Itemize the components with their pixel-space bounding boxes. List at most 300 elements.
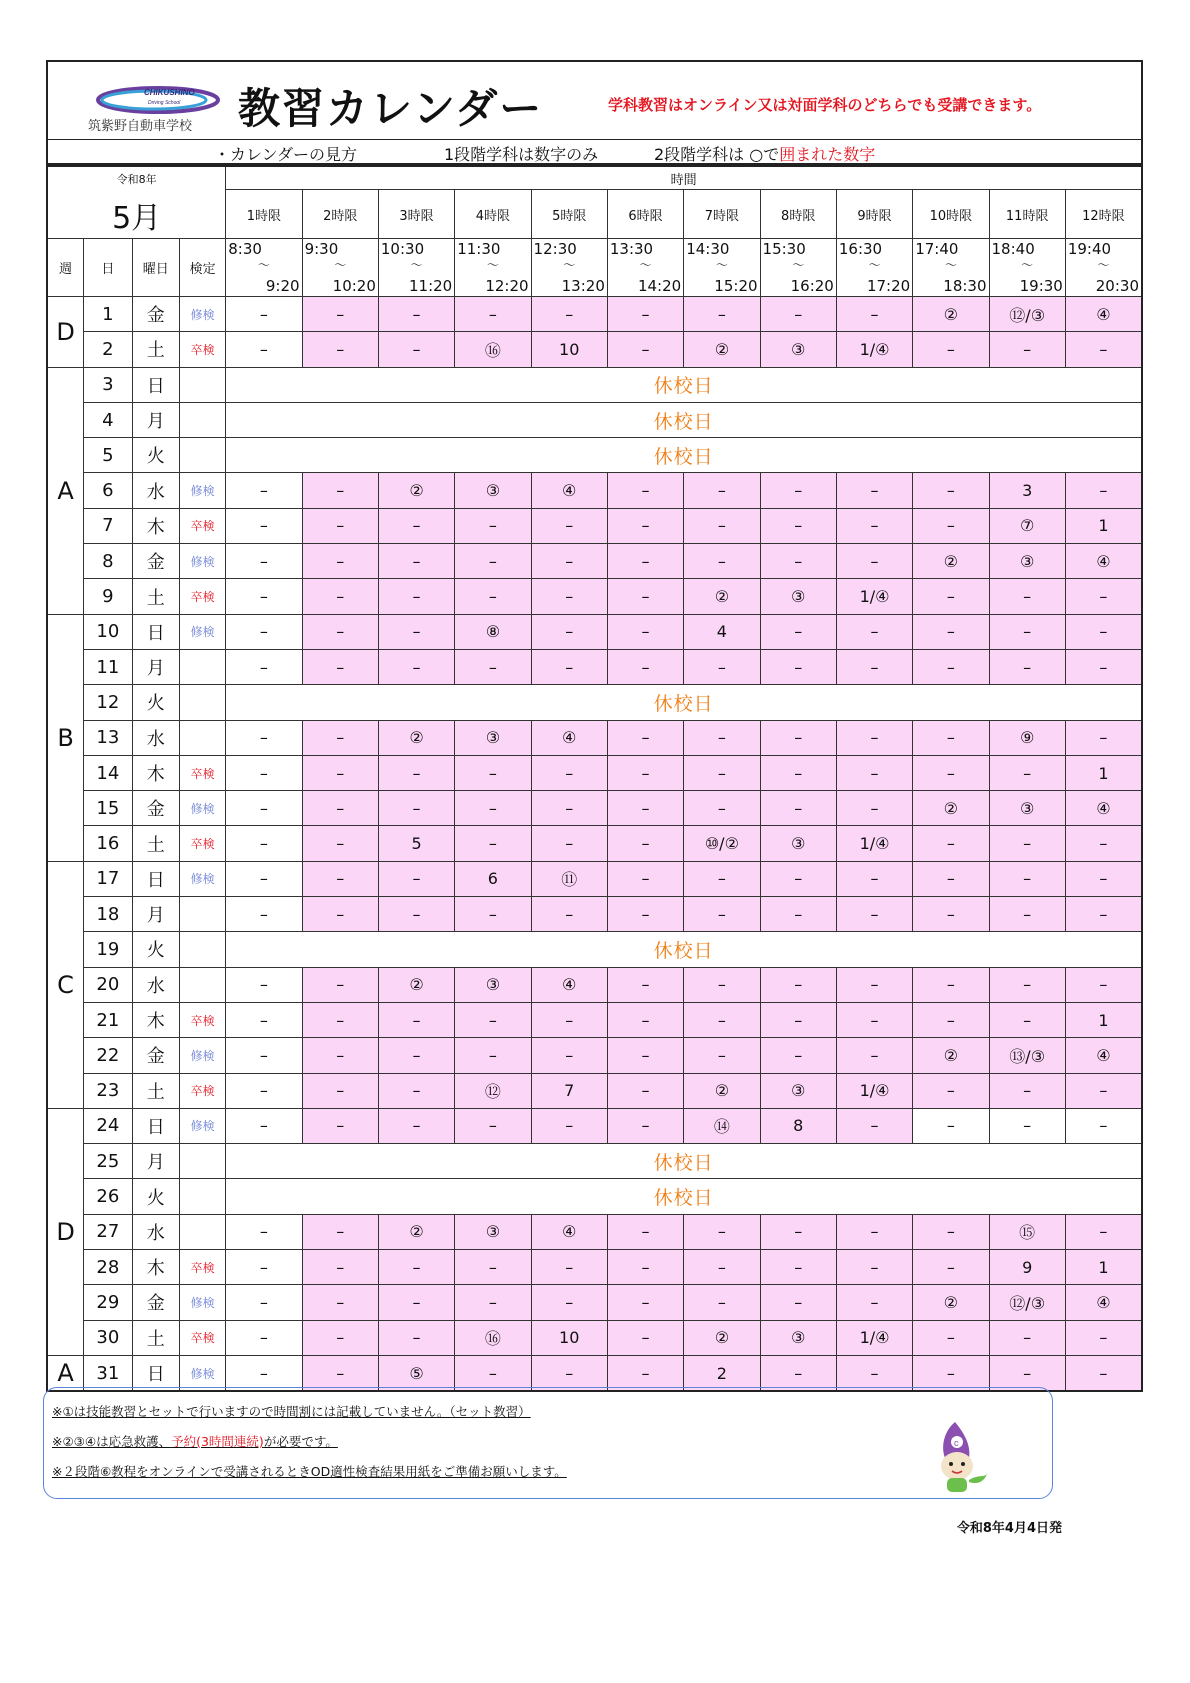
day-number: 16 (84, 826, 132, 861)
period-cell: – (760, 755, 836, 790)
day-of-week: 土 (132, 1073, 179, 1108)
kentei-cell: 修検 (179, 473, 225, 508)
period-cell: – (760, 508, 836, 543)
day-of-week: 土 (132, 579, 179, 614)
period-start: 10:30 (380, 240, 425, 258)
online-notice: 学科教習はオンライン又は対面学科のどちらでも受講できます。 (608, 96, 1042, 114)
period-cell: – (531, 297, 607, 332)
period-cell: – (302, 1355, 378, 1391)
period-cell: ⑮ (989, 1214, 1065, 1249)
period-cell: – (455, 1285, 531, 1320)
col-day: 日 (84, 239, 132, 297)
period-cell: – (913, 861, 989, 896)
period-cell: – (455, 897, 531, 932)
period-cell: – (607, 1073, 683, 1108)
period-cell: – (607, 473, 683, 508)
period-cell: – (913, 473, 989, 508)
school-name: 筑紫野自動車学校 (88, 119, 193, 134)
period-start: 15:30 (762, 240, 806, 258)
period-cell: – (836, 614, 912, 649)
period-cell: – (378, 508, 454, 543)
period-cell: – (1065, 1073, 1142, 1108)
period-cell: – (226, 897, 302, 932)
table-row (47, 1285, 1142, 1320)
day-of-week: 土 (132, 826, 179, 861)
tilde: 〜 (563, 258, 576, 272)
table-row (47, 791, 1142, 826)
kentei-cell (179, 367, 225, 402)
table-row (47, 1038, 1142, 1073)
period-end: 15:20 (714, 277, 758, 295)
period-cell: 10 (531, 1320, 607, 1355)
period-cell: – (913, 755, 989, 790)
holiday-cell: 休校日 (226, 1179, 1142, 1214)
period-cell: ② (378, 473, 454, 508)
period-cell: – (607, 967, 683, 1002)
period-cell: – (378, 1285, 454, 1320)
period-cell: – (302, 861, 378, 896)
col-kentei: 検定 (179, 239, 225, 297)
period-cell: 4 (684, 614, 760, 649)
period-cell: ③ (455, 720, 531, 755)
period-cell: 1/④ (836, 579, 912, 614)
period-cell: – (913, 1250, 989, 1285)
period-end: 18:30 (943, 277, 987, 295)
period-cell: – (455, 579, 531, 614)
period-cell: – (760, 1002, 836, 1037)
footnote-3: ※２段階⑥教程をオンラインで受講されるときOD適性検査結果用紙をご準備お願いします。 (52, 1464, 567, 1479)
day-of-week: 火 (132, 932, 179, 967)
kentei-cell: 修検 (179, 544, 225, 579)
period-cell: – (226, 544, 302, 579)
period-cell: ⑫/③ (989, 1285, 1065, 1320)
period-time (684, 239, 760, 297)
week-label: A (47, 1355, 84, 1391)
day-of-week: 金 (132, 1038, 179, 1073)
period-cell: ④ (1065, 1038, 1142, 1073)
period-cell: – (836, 897, 912, 932)
period-cell: – (836, 1038, 912, 1073)
period-cell: – (455, 1002, 531, 1037)
day-of-week: 月 (132, 649, 179, 684)
period-cell: – (989, 1108, 1065, 1143)
tilde: 〜 (410, 258, 423, 272)
kentei-cell: 修検 (179, 1038, 225, 1073)
period-cell: – (226, 1108, 302, 1143)
period-cell: – (607, 755, 683, 790)
jikan-header: 時間 (226, 166, 1142, 190)
kentei-cell: 卒検 (179, 1250, 225, 1285)
period-cell: – (989, 614, 1065, 649)
kentei-cell: 卒検 (179, 1320, 225, 1355)
period-cell: – (226, 297, 302, 332)
period-cell: ③ (760, 579, 836, 614)
period-cell: – (378, 1002, 454, 1037)
month-cell (47, 166, 226, 239)
day-number: 3 (84, 367, 132, 402)
holiday-cell: 休校日 (226, 685, 1142, 720)
holiday-cell: 休校日 (226, 402, 1142, 437)
period-time (531, 239, 607, 297)
kentei-cell: 卒検 (179, 826, 225, 861)
period-cell: ④ (1065, 1285, 1142, 1320)
period-time (226, 239, 302, 297)
period-cell: – (531, 544, 607, 579)
period-cell: ③ (455, 1214, 531, 1249)
period-cell: ② (913, 791, 989, 826)
kentei-cell: 修検 (179, 1285, 225, 1320)
period-time (607, 239, 683, 297)
period-start: 17:40 (915, 240, 959, 258)
footer-notes (43, 1387, 1053, 1499)
period-cell: – (760, 297, 836, 332)
period-cell: – (760, 720, 836, 755)
month-label: 5月 (112, 201, 162, 236)
day-number: 22 (84, 1038, 132, 1073)
period-cell: 10 (531, 332, 607, 367)
svg-text:CHIKUSHINO: CHIKUSHINO (144, 88, 195, 97)
legend-how-to: ・カレンダーの見方 (214, 145, 357, 164)
period-cell: – (302, 508, 378, 543)
kentei-cell: 修検 (179, 614, 225, 649)
period-cell: ③ (455, 473, 531, 508)
period-cell: – (378, 1073, 454, 1108)
period-cell: – (989, 649, 1065, 684)
period-cell: – (455, 544, 531, 579)
period-header: 5時限 (531, 190, 607, 239)
period-cell: ④ (531, 720, 607, 755)
period-cell: 2 (684, 1355, 760, 1391)
day-of-week: 木 (132, 1250, 179, 1285)
day-of-week: 火 (132, 685, 179, 720)
kentei-cell (179, 1214, 225, 1249)
holiday-cell: 休校日 (226, 1144, 1142, 1179)
period-cell: – (302, 720, 378, 755)
period-cell: – (226, 1320, 302, 1355)
period-cell: – (378, 791, 454, 826)
kentei-cell: 修検 (179, 1108, 225, 1143)
col-week: 週 (47, 239, 84, 297)
period-cell: ③ (760, 332, 836, 367)
table-row (47, 402, 1142, 437)
period-start: 8:30 (228, 240, 262, 258)
tilde: 〜 (257, 258, 270, 272)
kentei-cell (179, 402, 225, 437)
period-cell: – (455, 791, 531, 826)
period-cell: – (226, 649, 302, 684)
period-cell: ③ (989, 544, 1065, 579)
day-of-week: 木 (132, 1002, 179, 1037)
period-cell: – (913, 1108, 989, 1143)
period-cell: – (378, 332, 454, 367)
time-row (47, 239, 1142, 297)
period-cell: – (1065, 473, 1142, 508)
period-cell: – (684, 897, 760, 932)
period-cell: 7 (531, 1073, 607, 1108)
period-cell: ④ (531, 473, 607, 508)
period-cell: – (226, 826, 302, 861)
period-cell: – (760, 861, 836, 896)
day-of-week: 火 (132, 438, 179, 473)
period-cell: – (302, 1002, 378, 1037)
period-cell: ④ (1065, 544, 1142, 579)
day-number: 27 (84, 1214, 132, 1249)
period-cell: – (607, 614, 683, 649)
table-row (47, 1002, 1142, 1037)
period-cell: 3 (989, 473, 1065, 508)
period-cell: – (684, 297, 760, 332)
period-cell: – (684, 791, 760, 826)
period-header: 12時限 (1065, 190, 1142, 239)
day-number: 2 (84, 332, 132, 367)
period-cell: ⑫ (455, 1073, 531, 1108)
kentei-cell (179, 649, 225, 684)
period-time (913, 239, 989, 297)
period-cell: – (836, 297, 912, 332)
period-cell: – (378, 1320, 454, 1355)
period-cell: – (378, 544, 454, 579)
period-time (989, 239, 1065, 297)
period-cell: – (760, 1355, 836, 1391)
period-cell: – (531, 614, 607, 649)
period-cell: – (913, 649, 989, 684)
period-cell: – (1065, 897, 1142, 932)
kentei-cell (179, 897, 225, 932)
day-of-week: 土 (132, 332, 179, 367)
period-end: 14:20 (637, 277, 682, 295)
period-cell: – (760, 791, 836, 826)
period-start: 19:40 (1067, 240, 1112, 258)
period-cell: – (302, 1108, 378, 1143)
tilde: 〜 (1097, 258, 1110, 272)
period-cell: – (1065, 332, 1142, 367)
period-end: 16:20 (790, 277, 834, 295)
table-row (47, 332, 1142, 367)
period-cell: – (378, 861, 454, 896)
period-cell: – (760, 649, 836, 684)
period-end: 20:30 (1095, 277, 1139, 295)
period-cell: – (455, 297, 531, 332)
tilde: 〜 (868, 258, 881, 272)
period-cell: – (455, 649, 531, 684)
period-header: 1時限 (226, 190, 302, 239)
period-time (378, 239, 454, 297)
period-cell: – (302, 967, 378, 1002)
period-cell: ④ (531, 967, 607, 1002)
mascot-icon (925, 1418, 991, 1498)
period-start: 9:30 (304, 240, 339, 258)
tilde: 〜 (1021, 258, 1034, 272)
period-cell: – (607, 897, 683, 932)
period-cell: ⑫/③ (989, 297, 1065, 332)
period-cell: ② (378, 1214, 454, 1249)
period-cell: – (226, 791, 302, 826)
period-cell: – (760, 473, 836, 508)
day-of-week: 水 (132, 967, 179, 1002)
period-cell: ⑪ (531, 861, 607, 896)
kentei-cell (179, 685, 225, 720)
kentei-cell (179, 1144, 225, 1179)
table-row (47, 861, 1142, 896)
day-of-week: 月 (132, 402, 179, 437)
period-cell: – (684, 720, 760, 755)
period-end: 12:20 (485, 277, 529, 295)
kentei-cell (179, 438, 225, 473)
period-end: 19:30 (1019, 277, 1063, 295)
table-row (47, 897, 1142, 932)
period-cell: – (607, 1250, 683, 1285)
tilde: 〜 (486, 258, 499, 272)
calendar-frame (46, 60, 1143, 1392)
period-cell: – (531, 1250, 607, 1285)
period-cell: – (226, 614, 302, 649)
period-cell: ⑯ (455, 332, 531, 367)
day-number: 11 (84, 649, 132, 684)
period-header: 11時限 (989, 190, 1065, 239)
period-cell: – (760, 1038, 836, 1073)
period-cell: – (531, 755, 607, 790)
period-cell: – (1065, 861, 1142, 896)
legend-stage2: 2段階学科は ○で囲まれた数字 (654, 145, 876, 164)
table-row (47, 1250, 1142, 1285)
period-cell: – (989, 579, 1065, 614)
period-cell: – (226, 1038, 302, 1073)
table-row (47, 720, 1142, 755)
period-cell: – (531, 649, 607, 684)
period-cell: – (302, 332, 378, 367)
period-cell: – (836, 755, 912, 790)
period-cell: – (607, 861, 683, 896)
period-cell: – (760, 614, 836, 649)
period-cell: – (531, 1038, 607, 1073)
day-number: 24 (84, 1108, 132, 1143)
period-start: 11:30 (457, 240, 501, 258)
period-cell: – (302, 791, 378, 826)
period-cell: 1/④ (836, 826, 912, 861)
svg-text:Driving School: Driving School (148, 100, 181, 106)
period-cell: – (684, 649, 760, 684)
kentei-cell (179, 1179, 225, 1214)
period-cell: ② (684, 1320, 760, 1355)
period-cell: – (302, 544, 378, 579)
period-cell: 9 (989, 1250, 1065, 1285)
period-cell: – (913, 1073, 989, 1108)
period-cell: – (684, 861, 760, 896)
day-number: 19 (84, 932, 132, 967)
period-cell: – (1065, 720, 1142, 755)
period-cell: – (378, 579, 454, 614)
kentei-cell: 卒検 (179, 755, 225, 790)
day-number: 1 (84, 297, 132, 332)
period-cell: ② (913, 544, 989, 579)
holiday-cell: 休校日 (226, 932, 1142, 967)
period-cell: ④ (531, 1214, 607, 1249)
table-row (47, 1108, 1142, 1143)
period-header: 10時限 (913, 190, 989, 239)
day-of-week: 水 (132, 720, 179, 755)
day-number: 25 (84, 1144, 132, 1179)
period-cell: – (302, 1073, 378, 1108)
table-row (47, 473, 1142, 508)
period-cell: – (836, 1250, 912, 1285)
day-of-week: 木 (132, 508, 179, 543)
period-cell: – (684, 508, 760, 543)
period-header: 4時限 (455, 190, 531, 239)
period-cell: ⑦ (989, 508, 1065, 543)
period-cell: – (1065, 1355, 1142, 1391)
period-cell: – (913, 1320, 989, 1355)
period-cell: – (302, 826, 378, 861)
kentei-cell: 卒検 (179, 508, 225, 543)
period-cell: – (989, 1073, 1065, 1108)
week-label: D (47, 297, 84, 368)
period-cell: 1 (1065, 508, 1142, 543)
period-end: 17:20 (866, 277, 911, 295)
period-cell: – (226, 1285, 302, 1320)
day-of-week: 金 (132, 297, 179, 332)
kentei-cell: 卒検 (179, 1073, 225, 1108)
day-number: 9 (84, 579, 132, 614)
period-cell: – (378, 614, 454, 649)
period-start: 12:30 (533, 240, 577, 258)
table-row (47, 1355, 1142, 1391)
period-cell: 6 (455, 861, 531, 896)
day-of-week: 月 (132, 897, 179, 932)
week-label: C (47, 861, 84, 1108)
period-cell: – (378, 897, 454, 932)
table-row (47, 579, 1142, 614)
table-row (47, 438, 1142, 473)
holiday-cell: 休校日 (226, 367, 1142, 402)
table-row (47, 1179, 1142, 1214)
period-cell: – (226, 579, 302, 614)
period-cell: – (836, 473, 912, 508)
period-cell: – (531, 1108, 607, 1143)
period-cell: ② (913, 1285, 989, 1320)
period-cell: 8 (760, 1108, 836, 1143)
day-of-week: 日 (132, 861, 179, 896)
period-cell: – (607, 579, 683, 614)
day-of-week: 日 (132, 367, 179, 402)
period-cell: – (607, 508, 683, 543)
period-cell: – (226, 861, 302, 896)
period-cell: 1/④ (836, 332, 912, 367)
period-cell: – (684, 755, 760, 790)
period-start: 16:30 (838, 240, 883, 258)
kentei-cell (179, 720, 225, 755)
period-cell: – (836, 1214, 912, 1249)
day-number: 5 (84, 438, 132, 473)
period-cell: – (607, 1355, 683, 1391)
day-of-week: 金 (132, 1285, 179, 1320)
kentei-cell: 卒検 (179, 332, 225, 367)
period-cell: – (1065, 579, 1142, 614)
tilde: 〜 (715, 258, 728, 272)
period-cell: – (607, 1002, 683, 1037)
period-cell: – (226, 967, 302, 1002)
period-cell: ⑤ (378, 1355, 454, 1391)
tilde: 〜 (639, 258, 652, 272)
period-cell: – (836, 967, 912, 1002)
day-number: 26 (84, 1179, 132, 1214)
period-cell: ④ (1065, 791, 1142, 826)
period-time (760, 239, 836, 297)
period-cell: – (989, 897, 1065, 932)
svg-text:c: c (954, 1438, 959, 1448)
period-cell: – (378, 1038, 454, 1073)
day-of-week: 水 (132, 1214, 179, 1249)
period-start: 14:30 (686, 240, 730, 258)
